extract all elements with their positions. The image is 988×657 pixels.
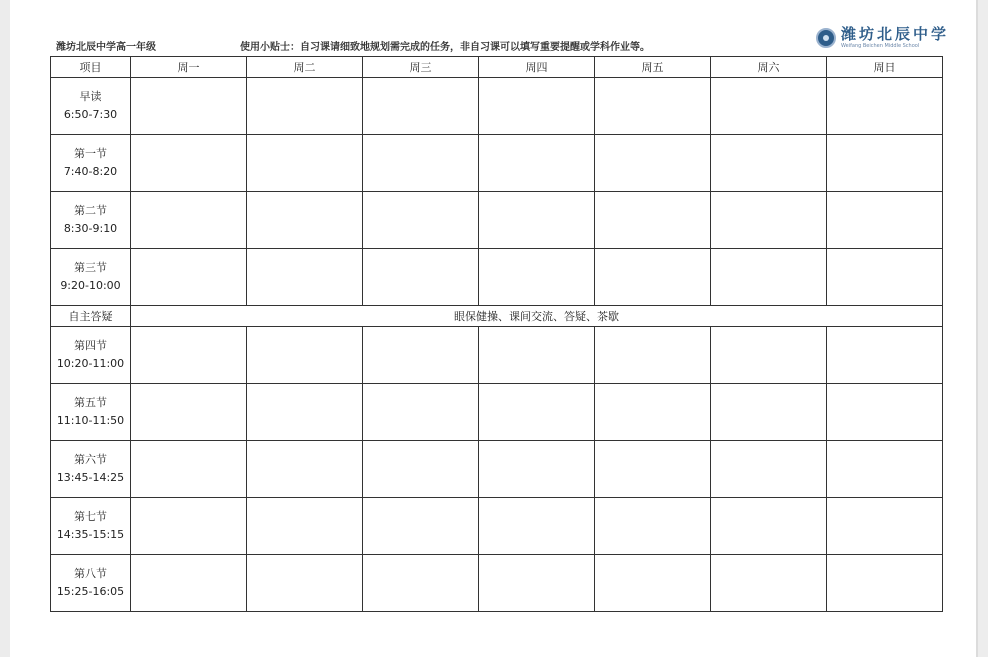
page-left-margin xyxy=(0,0,10,657)
period-label xyxy=(51,327,131,384)
period-label xyxy=(51,192,131,249)
schedule-cell[interactable] xyxy=(595,384,711,441)
table-row xyxy=(51,441,943,498)
schedule-cell[interactable] xyxy=(595,498,711,555)
break-content: 眼保健操、课间交流、答疑、茶歇 xyxy=(131,306,943,327)
schedule-cell[interactable] xyxy=(711,327,827,384)
period-time: 14:35-15:15 xyxy=(56,528,125,541)
schedule-cell[interactable] xyxy=(827,249,943,306)
class-name: 潍坊北辰中学高一年级 xyxy=(56,42,156,53)
schedule-cell[interactable] xyxy=(827,135,943,192)
period-time: 10:20-11:00 xyxy=(56,357,125,370)
period-name: 第四节 xyxy=(74,339,107,352)
period-name: 第六节 xyxy=(74,453,107,466)
period-name: 早读 xyxy=(79,90,102,103)
schedule-cell[interactable] xyxy=(595,78,711,135)
column-header-day: 周日 xyxy=(827,57,943,78)
period-name: 第一节 xyxy=(74,147,107,160)
period-name: 第八节 xyxy=(74,567,107,580)
school-logo xyxy=(816,22,949,54)
schedule-cell[interactable] xyxy=(247,441,363,498)
schedule-cell[interactable] xyxy=(711,441,827,498)
schedule-cell[interactable] xyxy=(479,135,595,192)
schedule-cell[interactable] xyxy=(247,135,363,192)
schedule-cell[interactable] xyxy=(711,192,827,249)
schedule-cell[interactable] xyxy=(247,78,363,135)
schedule-cell[interactable] xyxy=(827,78,943,135)
schedule-cell[interactable] xyxy=(363,249,479,306)
schedule-cell[interactable] xyxy=(479,441,595,498)
period-time: 7:40-8:20 xyxy=(63,165,118,178)
schedule-cell[interactable] xyxy=(247,327,363,384)
period-time: 8:30-9:10 xyxy=(63,222,118,235)
schedule-cell[interactable] xyxy=(247,192,363,249)
schedule-cell[interactable] xyxy=(595,441,711,498)
break-label: 自主答疑 xyxy=(51,306,131,327)
schedule-cell[interactable] xyxy=(131,78,247,135)
column-header-day: 周五 xyxy=(595,57,711,78)
schedule-cell[interactable] xyxy=(363,441,479,498)
schedule-cell[interactable] xyxy=(595,249,711,306)
schedule-cell[interactable] xyxy=(131,327,247,384)
schedule-cell[interactable] xyxy=(711,135,827,192)
period-name: 第五节 xyxy=(74,396,107,409)
schedule-cell[interactable] xyxy=(131,384,247,441)
schedule-cell[interactable] xyxy=(363,498,479,555)
schedule-cell[interactable] xyxy=(827,441,943,498)
table-header-row xyxy=(51,57,943,78)
schedule-cell[interactable] xyxy=(827,327,943,384)
schedule-cell[interactable] xyxy=(595,327,711,384)
page-right-margin xyxy=(976,0,988,657)
logo-chinese-name: 潍坊北辰中学 xyxy=(841,25,950,43)
weekly-schedule-table xyxy=(50,56,943,612)
schedule-cell[interactable] xyxy=(595,192,711,249)
table-row xyxy=(51,135,943,192)
schedule-cell[interactable] xyxy=(479,78,595,135)
schedule-cell[interactable] xyxy=(363,192,479,249)
schedule-cell[interactable] xyxy=(479,327,595,384)
period-time: 6:50-7:30 xyxy=(63,108,118,121)
schedule-cell[interactable] xyxy=(711,384,827,441)
period-label xyxy=(51,555,131,612)
schedule-cell[interactable] xyxy=(479,192,595,249)
period-label xyxy=(51,384,131,441)
school-emblem-icon xyxy=(816,28,836,48)
period-time: 9:20-10:00 xyxy=(60,279,121,292)
table-row xyxy=(51,327,943,384)
schedule-cell[interactable] xyxy=(363,384,479,441)
table-row-break xyxy=(51,306,943,327)
column-header-day: 周四 xyxy=(479,57,595,78)
column-header-day: 周一 xyxy=(131,57,247,78)
schedule-cell[interactable] xyxy=(479,555,595,612)
period-name: 第七节 xyxy=(74,510,107,523)
schedule-cell[interactable] xyxy=(827,498,943,555)
schedule-cell[interactable] xyxy=(479,384,595,441)
schedule-cell[interactable] xyxy=(131,135,247,192)
table-row xyxy=(51,78,943,135)
schedule-cell[interactable] xyxy=(363,135,479,192)
schedule-cell[interactable] xyxy=(595,135,711,192)
schedule-cell[interactable] xyxy=(827,384,943,441)
schedule-cell[interactable] xyxy=(711,78,827,135)
period-name: 第三节 xyxy=(74,261,107,274)
table-row xyxy=(51,384,943,441)
schedule-cell[interactable] xyxy=(131,249,247,306)
period-label xyxy=(51,498,131,555)
period-label xyxy=(51,249,131,306)
schedule-cell[interactable] xyxy=(479,249,595,306)
schedule-cell[interactable] xyxy=(131,192,247,249)
schedule-cell[interactable] xyxy=(363,327,479,384)
logo-english-name: Weifang Beichen Middle School xyxy=(841,43,920,49)
column-header-day: 周三 xyxy=(363,57,479,78)
schedule-cell[interactable] xyxy=(131,441,247,498)
schedule-cell[interactable] xyxy=(131,555,247,612)
schedule-cell[interactable] xyxy=(247,498,363,555)
schedule-cell[interactable] xyxy=(711,555,827,612)
schedule-cell[interactable] xyxy=(479,498,595,555)
schedule-cell[interactable] xyxy=(247,249,363,306)
schedule-cell[interactable] xyxy=(363,78,479,135)
table-row xyxy=(51,555,943,612)
period-label xyxy=(51,135,131,192)
period-name: 第二节 xyxy=(74,204,107,217)
table-row xyxy=(51,498,943,555)
schedule-cell[interactable] xyxy=(827,192,943,249)
schedule-cell[interactable] xyxy=(711,498,827,555)
period-time: 11:10-11:50 xyxy=(56,414,125,427)
period-time: 13:45-14:25 xyxy=(56,471,125,484)
period-time: 15:25-16:05 xyxy=(56,585,125,598)
usage-tip: 使用小贴士：自习课请细致地规划需完成的任务，非自习课可以填写重要提醒或学科作业等。 xyxy=(240,42,650,53)
schedule-cell[interactable] xyxy=(247,384,363,441)
schedule-cell[interactable] xyxy=(595,555,711,612)
table-row xyxy=(51,249,943,306)
schedule-cell[interactable] xyxy=(363,555,479,612)
period-label xyxy=(51,441,131,498)
table-row xyxy=(51,192,943,249)
schedule-cell[interactable] xyxy=(711,249,827,306)
schedule-cell[interactable] xyxy=(131,498,247,555)
schedule-cell[interactable] xyxy=(827,555,943,612)
period-label xyxy=(51,78,131,135)
schedule-cell[interactable] xyxy=(247,555,363,612)
column-header-day: 周六 xyxy=(711,57,827,78)
column-header-item: 项目 xyxy=(51,57,131,78)
column-header-day: 周二 xyxy=(247,57,363,78)
